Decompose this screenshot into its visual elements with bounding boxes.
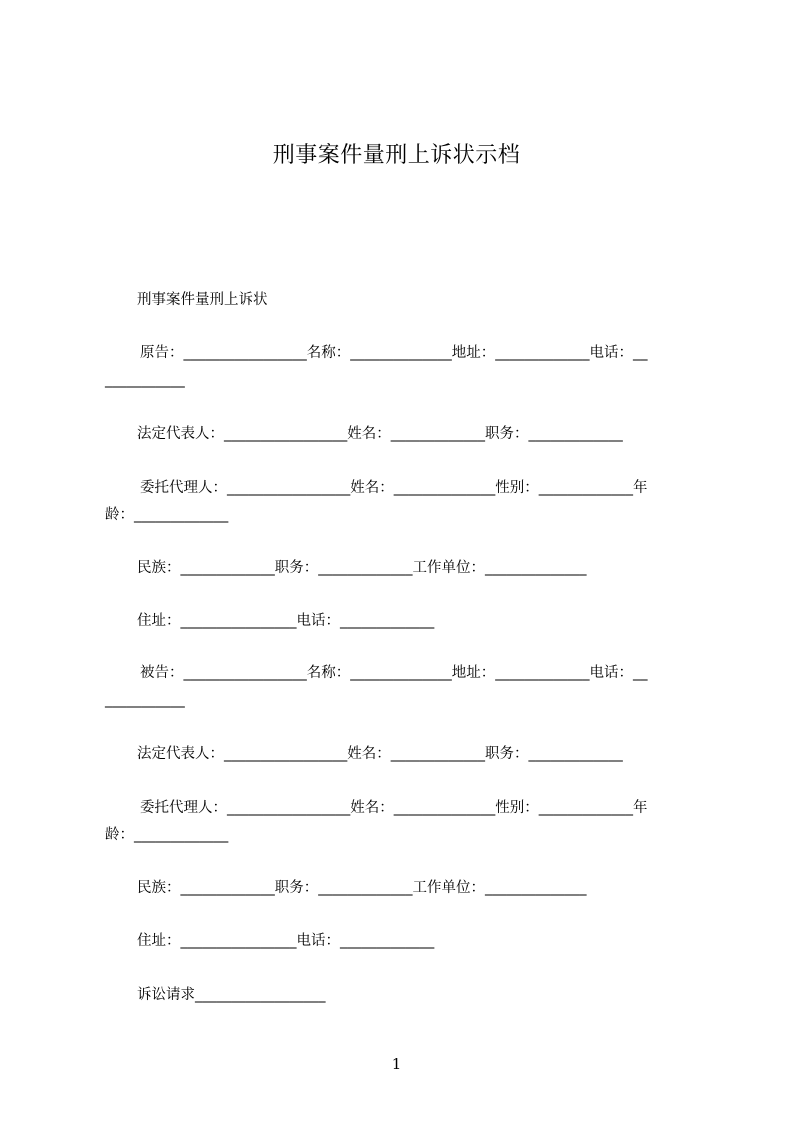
defendant-legal-rep-line: 法定代表人：_________________姓名：_____________职务：_____________ — [137, 746, 623, 762]
plaintiff-legal-rep-line: 法定代表人：_________________姓名：_____________职务：_____________ — [137, 426, 623, 442]
page-number: 1 — [391, 1055, 402, 1073]
plaintiff-line: 原告：_________________名称：______________地址：_____________电话：__ — [140, 345, 648, 361]
claim-line: 诉讼请求__________________ — [137, 987, 326, 1003]
document-title: 刑事案件量刑上诉状示档 — [272, 143, 521, 168]
defendant-ethnicity-line: 民族：_____________职务：_____________工作单位：______________ — [137, 880, 587, 896]
defendant-line: 被告：_________________名称：______________地址：_____________电话：__ — [140, 665, 648, 681]
plaintiff-line-continuation: ___________ — [105, 372, 185, 388]
defendant-address-line: 住址：________________电话：_____________ — [137, 933, 435, 949]
defendant-agent-line-continuation: 龄：_____________ — [105, 827, 229, 843]
defendant-agent-line: 委托代理人：_________________姓名：______________性别：_____________年 — [140, 800, 648, 816]
plaintiff-agent-line-continuation: 龄：_____________ — [105, 507, 229, 523]
plaintiff-address-line: 住址：________________电话：_____________ — [137, 613, 435, 629]
plaintiff-ethnicity-line: 民族：_____________职务：_____________工作单位：______________ — [137, 560, 587, 576]
plaintiff-agent-line: 委托代理人：_________________姓名：______________性别：_____________年 — [140, 480, 648, 496]
defendant-line-continuation: ___________ — [105, 692, 185, 708]
document-heading: 刑事案件量刑上诉状 — [137, 292, 268, 308]
